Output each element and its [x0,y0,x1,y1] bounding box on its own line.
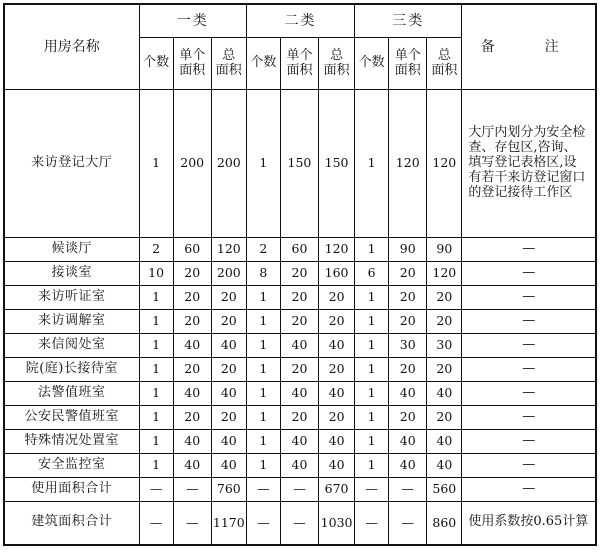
g1-total-area-cell: 40 [211,382,246,406]
area-table-container [3,3,597,546]
g2-total-area-cell: 20 [319,310,355,334]
g3-unit-area-cell: 20 [389,358,427,382]
room-name-cell: 法警值班室 [4,382,139,406]
table-row [4,310,596,334]
header-g2-total-area: 总 面积 [319,38,355,90]
g3-unit-area-cell: 40 [389,430,427,454]
g2-count-cell: — [246,478,280,502]
g1-count-cell: 1 [139,286,173,310]
g3-count-cell: 1 [355,310,389,334]
g2-total-area-cell: 20 [319,358,355,382]
g1-total-area-cell: 200 [211,90,246,238]
g2-unit-area-cell: — [280,478,318,502]
g2-unit-area-cell: 20 [280,262,318,286]
room-name-cell: 建筑面积合计 [4,502,139,545]
g3-unit-area-cell: 20 [389,286,427,310]
g2-unit-area-cell: 150 [280,90,318,238]
g2-count-cell: 1 [246,286,280,310]
note-cell: — [462,238,596,262]
g1-unit-area-cell: 200 [173,90,211,238]
g1-count-cell: 1 [139,90,173,238]
g1-count-cell: 1 [139,382,173,406]
g1-unit-area-cell: 60 [173,238,211,262]
table-row [4,286,596,310]
g3-total-area-cell: 40 [427,430,462,454]
g2-unit-area-cell: 20 [280,286,318,310]
g1-total-area-cell: 20 [211,310,246,334]
g2-count-cell: 1 [246,310,280,334]
g3-total-area-cell: 20 [427,310,462,334]
g1-unit-area-cell: 20 [173,358,211,382]
header-g1-unit-area: 单个 面积 [173,38,211,90]
g1-unit-area-cell: 20 [173,310,211,334]
header-note: 备 注 [462,4,596,90]
note-cell: — [462,262,596,286]
room-name-cell: 特殊情况处置室 [4,430,139,454]
g3-unit-area-cell: 90 [389,238,427,262]
room-name-cell: 来访听证室 [4,286,139,310]
g1-total-area-cell: 20 [211,286,246,310]
g1-count-cell: 2 [139,238,173,262]
g1-unit-area-cell: 40 [173,454,211,478]
room-area-table [3,3,597,546]
g2-count-cell: 1 [246,358,280,382]
g1-unit-area-cell: 20 [173,262,211,286]
table-row [4,238,596,262]
g2-total-area-cell: 40 [319,382,355,406]
g2-unit-area-cell: 40 [280,454,318,478]
table-row [4,358,596,382]
g2-total-area-cell: 40 [319,454,355,478]
header-g1-count: 个数 [139,38,173,90]
g2-total-area-cell: 20 [319,286,355,310]
header-g2-unit-area: 单个 面积 [280,38,318,90]
header-row-groups [4,4,596,38]
g1-unit-area-cell: 20 [173,406,211,430]
g1-count-cell: 10 [139,262,173,286]
table-row [4,454,596,478]
g3-total-area-cell: 120 [427,262,462,286]
header-g3-count: 个数 [355,38,389,90]
g2-count-cell: 1 [246,454,280,478]
g1-count-cell: 1 [139,334,173,358]
g1-total-area-cell: 760 [211,478,246,502]
note-cell: — [462,358,596,382]
header-g3-total-area: 总 面积 [427,38,462,90]
header-group-2: 二类 [246,4,354,38]
g1-count-cell: 1 [139,406,173,430]
header-group-3: 三类 [355,4,462,38]
table-row [4,262,596,286]
g3-unit-area-cell: 20 [389,262,427,286]
g2-total-area-cell: 1030 [319,502,355,545]
note-cell: — [462,454,596,478]
g1-total-area-cell: 40 [211,454,246,478]
note-cell: — [462,430,596,454]
g3-unit-area-cell: 20 [389,310,427,334]
note-cell: — [462,334,596,358]
g1-total-area-cell: 40 [211,430,246,454]
g2-total-area-cell: 670 [319,478,355,502]
g1-total-area-cell: 120 [211,238,246,262]
room-name-cell: 安全监控室 [4,454,139,478]
room-name-cell: 来访调解室 [4,310,139,334]
g2-total-area-cell: 20 [319,406,355,430]
g2-total-area-cell: 40 [319,334,355,358]
g1-unit-area-cell: — [173,478,211,502]
g3-count-cell: 1 [355,90,389,238]
note-cell: — [462,382,596,406]
g2-count-cell: — [246,502,280,545]
table-row [4,90,596,238]
g3-total-area-cell: 20 [427,406,462,430]
g2-count-cell: 8 [246,262,280,286]
g1-count-cell: 1 [139,454,173,478]
header-g2-count: 个数 [246,38,280,90]
g2-total-area-cell: 120 [319,238,355,262]
g3-total-area-cell: 20 [427,358,462,382]
g1-total-area-cell: 40 [211,334,246,358]
note-cell: — [462,310,596,334]
header-g1-total-area: 总 面积 [211,38,246,90]
g3-count-cell: 6 [355,262,389,286]
room-name-cell: 候谈厅 [4,238,139,262]
g3-total-area-cell: 40 [427,454,462,478]
g3-count-cell: 1 [355,286,389,310]
g2-unit-area-cell: 20 [280,406,318,430]
g1-count-cell: — [139,478,173,502]
g2-unit-area-cell: 20 [280,310,318,334]
g3-count-cell: 1 [355,358,389,382]
g1-total-area-cell: 200 [211,262,246,286]
g2-total-area-cell: 160 [319,262,355,286]
g3-total-area-cell: 30 [427,334,462,358]
note-cell: — [462,286,596,310]
g1-unit-area-cell: — [173,502,211,545]
table-body [4,90,596,545]
table-row [4,406,596,430]
room-name-cell: 公安民警值班室 [4,406,139,430]
g2-unit-area-cell: — [280,502,318,545]
header-group-1: 一类 [139,4,246,38]
g2-unit-area-cell: 60 [280,238,318,262]
g1-unit-area-cell: 40 [173,334,211,358]
g2-count-cell: 1 [246,382,280,406]
g3-total-area-cell: 560 [427,478,462,502]
table-row [4,478,596,502]
g2-count-cell: 1 [246,430,280,454]
g3-count-cell: — [355,478,389,502]
g3-unit-area-cell: 40 [389,382,427,406]
g3-total-area-cell: 20 [427,286,462,310]
g3-unit-area-cell: 120 [389,90,427,238]
g1-total-area-cell: 20 [211,358,246,382]
g3-count-cell: 1 [355,334,389,358]
g3-count-cell: 1 [355,238,389,262]
g3-count-cell: 1 [355,454,389,478]
g1-count-cell: 1 [139,358,173,382]
g3-total-area-cell: 40 [427,382,462,406]
room-name-cell: 来信阅处室 [4,334,139,358]
g3-total-area-cell: 860 [427,502,462,545]
g2-unit-area-cell: 40 [280,334,318,358]
table-row [4,502,596,545]
g2-total-area-cell: 150 [319,90,355,238]
g2-count-cell: 1 [246,90,280,238]
note-cell: — [462,478,596,502]
g3-count-cell: 1 [355,430,389,454]
room-name-cell: 院(庭)长接待室 [4,358,139,382]
g1-total-area-cell: 1170 [211,502,246,545]
table-row [4,334,596,358]
g3-unit-area-cell: 40 [389,454,427,478]
g3-unit-area-cell: — [389,478,427,502]
g3-count-cell: — [355,502,389,545]
g1-unit-area-cell: 40 [173,430,211,454]
table-row [4,430,596,454]
g1-total-area-cell: 20 [211,406,246,430]
g1-count-cell: — [139,502,173,545]
g3-total-area-cell: 90 [427,238,462,262]
g1-count-cell: 1 [139,430,173,454]
g3-total-area-cell: 120 [427,90,462,238]
g3-unit-area-cell: 20 [389,406,427,430]
g1-count-cell: 1 [139,310,173,334]
g2-total-area-cell: 40 [319,430,355,454]
note-cell: 使用系数按0.65计算 [462,502,596,545]
room-name-cell: 使用面积合计 [4,478,139,502]
header-g3-unit-area: 单个 面积 [389,38,427,90]
g2-count-cell: 1 [246,406,280,430]
g2-unit-area-cell: 40 [280,430,318,454]
g2-unit-area-cell: 40 [280,382,318,406]
table-row [4,382,596,406]
g3-unit-area-cell: — [389,502,427,545]
g1-unit-area-cell: 40 [173,382,211,406]
g3-count-cell: 1 [355,406,389,430]
g3-count-cell: 1 [355,382,389,406]
g2-count-cell: 1 [246,334,280,358]
g3-unit-area-cell: 30 [389,334,427,358]
note-cell: 大厅内划分为安全检查、存包区,咨询、填写登记表格区,设有若干来访登记窗口的登记接待工作区 [462,90,596,238]
room-name-cell: 接谈室 [4,262,139,286]
g2-unit-area-cell: 20 [280,358,318,382]
room-name-cell: 来访登记大厅 [4,90,139,238]
note-cell: — [462,406,596,430]
g1-unit-area-cell: 20 [173,286,211,310]
header-room-name: 用房名称 [4,4,139,90]
g2-count-cell: 2 [246,238,280,262]
